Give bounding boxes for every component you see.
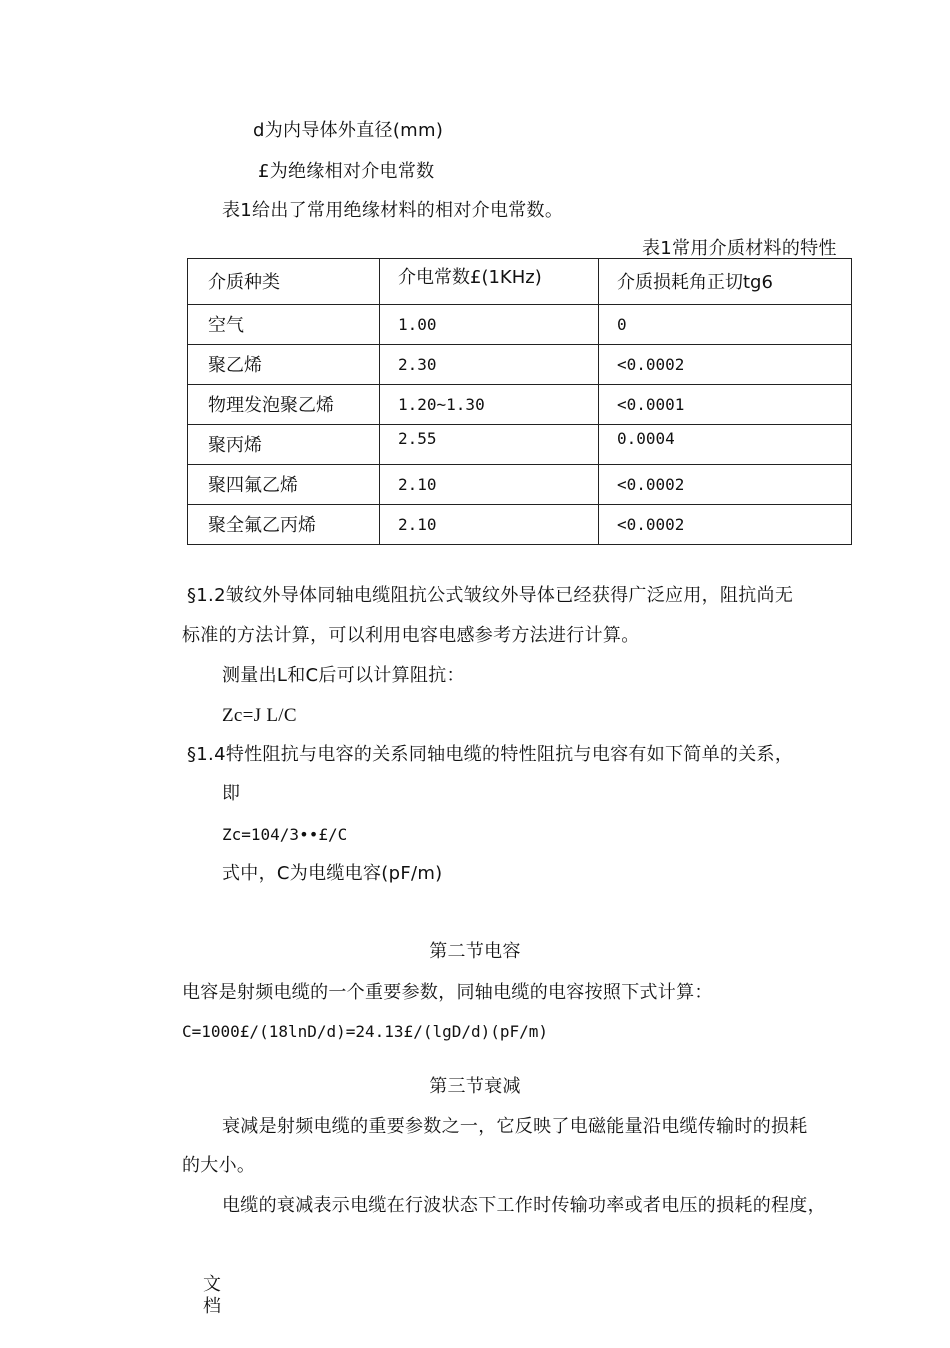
cell-loss-tangent: 0.0004: [599, 424, 852, 464]
cell-loss-tangent: <0.0001: [599, 384, 852, 424]
cell-loss-tangent: <0.0002: [599, 464, 852, 504]
table-row: [188, 304, 852, 344]
header-permittivity: 介电常数£(1KHz): [380, 259, 599, 305]
definition-epsilon: £为绝缘相对介电常数: [258, 161, 435, 182]
footer-mark: 文档: [203, 1274, 221, 1317]
cell-material: 聚四氟乙烯: [188, 464, 380, 504]
capacitance-intro: 电容是射频电缆的一个重要参数，同轴电缆的电容按照下式计算：: [182, 982, 713, 1003]
impedance-formula-2: Zc=104/3••£/C: [222, 825, 348, 844]
capacitance-formula: C=1000£/(18lnD/d)=24.13£/(lgD/d)(pF/m): [182, 1022, 549, 1041]
material-table: [187, 258, 851, 545]
cell-permittivity: 2.30: [380, 344, 599, 384]
table-row: [188, 504, 852, 544]
cell-loss-tangent: <0.0002: [599, 504, 852, 544]
cell-loss-tangent: <0.0002: [599, 344, 852, 384]
heading-capacitance: 第二节电容: [429, 941, 521, 962]
table-row: [188, 464, 852, 504]
heading-attenuation: 第三节衰减: [429, 1076, 521, 1097]
header-loss-tangent: 介质损耗角正切tg6: [599, 259, 852, 305]
section-1-2-line1: §1.2皱纹外导体同轴电缆阻抗公式皱纹外导体已经获得广泛应用，阻抗尚无: [187, 585, 794, 606]
cell-permittivity: 2.55: [380, 424, 599, 464]
section-1-4-line2: 即: [222, 783, 241, 804]
table-row: [188, 424, 852, 464]
cell-permittivity: 2.10: [380, 504, 599, 544]
cell-material: 聚全氟乙丙烯: [188, 504, 380, 544]
table-intro: 表1给出了常用绝缘材料的相对介电常数。: [222, 200, 564, 221]
table-caption: 表1常用介质材料的特性: [642, 238, 837, 259]
impedance-formula-1: Zc=J L/C: [222, 705, 297, 726]
capacitance-note: 式中，C为电缆电容(pF/m): [222, 863, 443, 884]
cell-loss-tangent: 0: [599, 304, 852, 344]
cell-material: 聚丙烯: [188, 424, 380, 464]
table-header-row: [188, 259, 852, 305]
cell-material: 物理发泡聚乙烯: [188, 384, 380, 424]
measure-text: 测量出L和C后可以计算阻抗：: [222, 665, 465, 686]
attenuation-line2: 的大小。: [182, 1155, 256, 1176]
section-1-2-line2: 标准的方法计算，可以利用电容电感参考方法进行计算。: [182, 625, 640, 646]
cell-permittivity: 1.00: [380, 304, 599, 344]
table-row: [188, 344, 852, 384]
attenuation-line3: 电缆的衰减表示电缆在行波状态下工作时传输功率或者电压的损耗的程度，: [222, 1195, 826, 1216]
section-1-4-line1: §1.4特性阻抗与电容的关系同轴电缆的特性阻抗与电容有如下简单的关系，: [187, 744, 794, 765]
attenuation-line1: 衰减是射频电缆的重要参数之一，它反映了电磁能量沿电缆传输时的损耗: [222, 1116, 808, 1137]
cell-material: 空气: [188, 304, 380, 344]
cell-permittivity: 2.10: [380, 464, 599, 504]
table-row: [188, 384, 852, 424]
definition-d: d为内导体外直径(mm): [253, 120, 444, 141]
cell-material: 聚乙烯: [188, 344, 380, 384]
header-material: 介质种类: [188, 259, 380, 305]
cell-permittivity: 1.20~1.30: [380, 384, 599, 424]
